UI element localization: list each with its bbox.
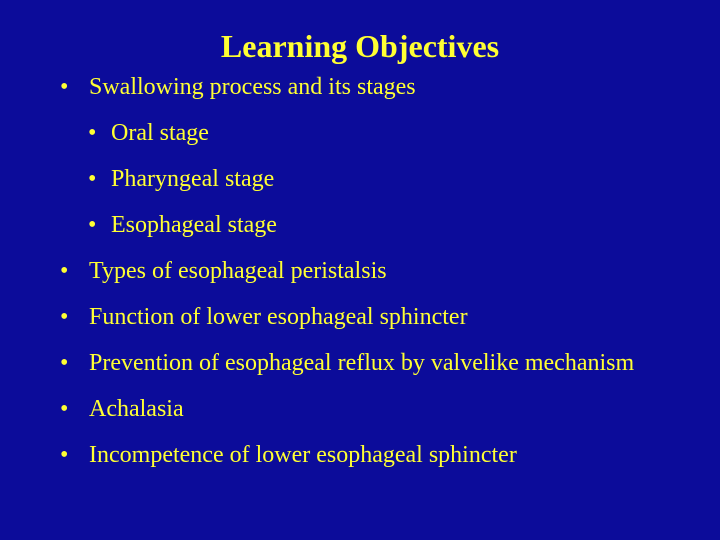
bullet-text: Incompetence of lower esophageal sphincter	[89, 442, 517, 468]
bullet-icon: •	[60, 350, 69, 376]
bullet-item	[0, 440, 669, 470]
bullet-icon: •	[88, 120, 97, 146]
sub-bullet-item	[0, 118, 691, 148]
bullet-item	[0, 348, 669, 378]
bullet-text: Function of lower esophageal sphincter	[89, 304, 468, 330]
bullet-icon: •	[88, 166, 97, 192]
bullet-text: Types of esophageal peristalsis	[89, 258, 387, 284]
bullet-text: Achalasia	[89, 396, 184, 422]
bullet-text: Oral stage	[111, 120, 209, 146]
bullet-list	[0, 72, 720, 486]
bullet-item	[0, 394, 669, 424]
bullet-icon: •	[60, 258, 69, 284]
bullet-icon: •	[60, 442, 69, 468]
bullet-icon: •	[60, 304, 69, 330]
bullet-text: Prevention of esophageal reflux by valvelike mechanism	[89, 350, 635, 376]
bullet-icon: •	[88, 212, 97, 238]
bullet-text: Esophageal stage	[111, 212, 277, 238]
sub-bullet-item	[0, 210, 691, 240]
bullet-icon: •	[60, 396, 69, 422]
bullet-item	[0, 302, 669, 332]
bullet-text: Pharyngeal stage	[111, 166, 275, 192]
slide-title: Learning Objectives	[220, 28, 500, 64]
bullet-item	[0, 72, 669, 102]
sub-bullet-item	[0, 164, 691, 194]
bullet-icon: •	[60, 74, 69, 100]
bullet-item	[0, 256, 669, 286]
bullet-text: Swallowing process and its stages	[89, 74, 416, 100]
